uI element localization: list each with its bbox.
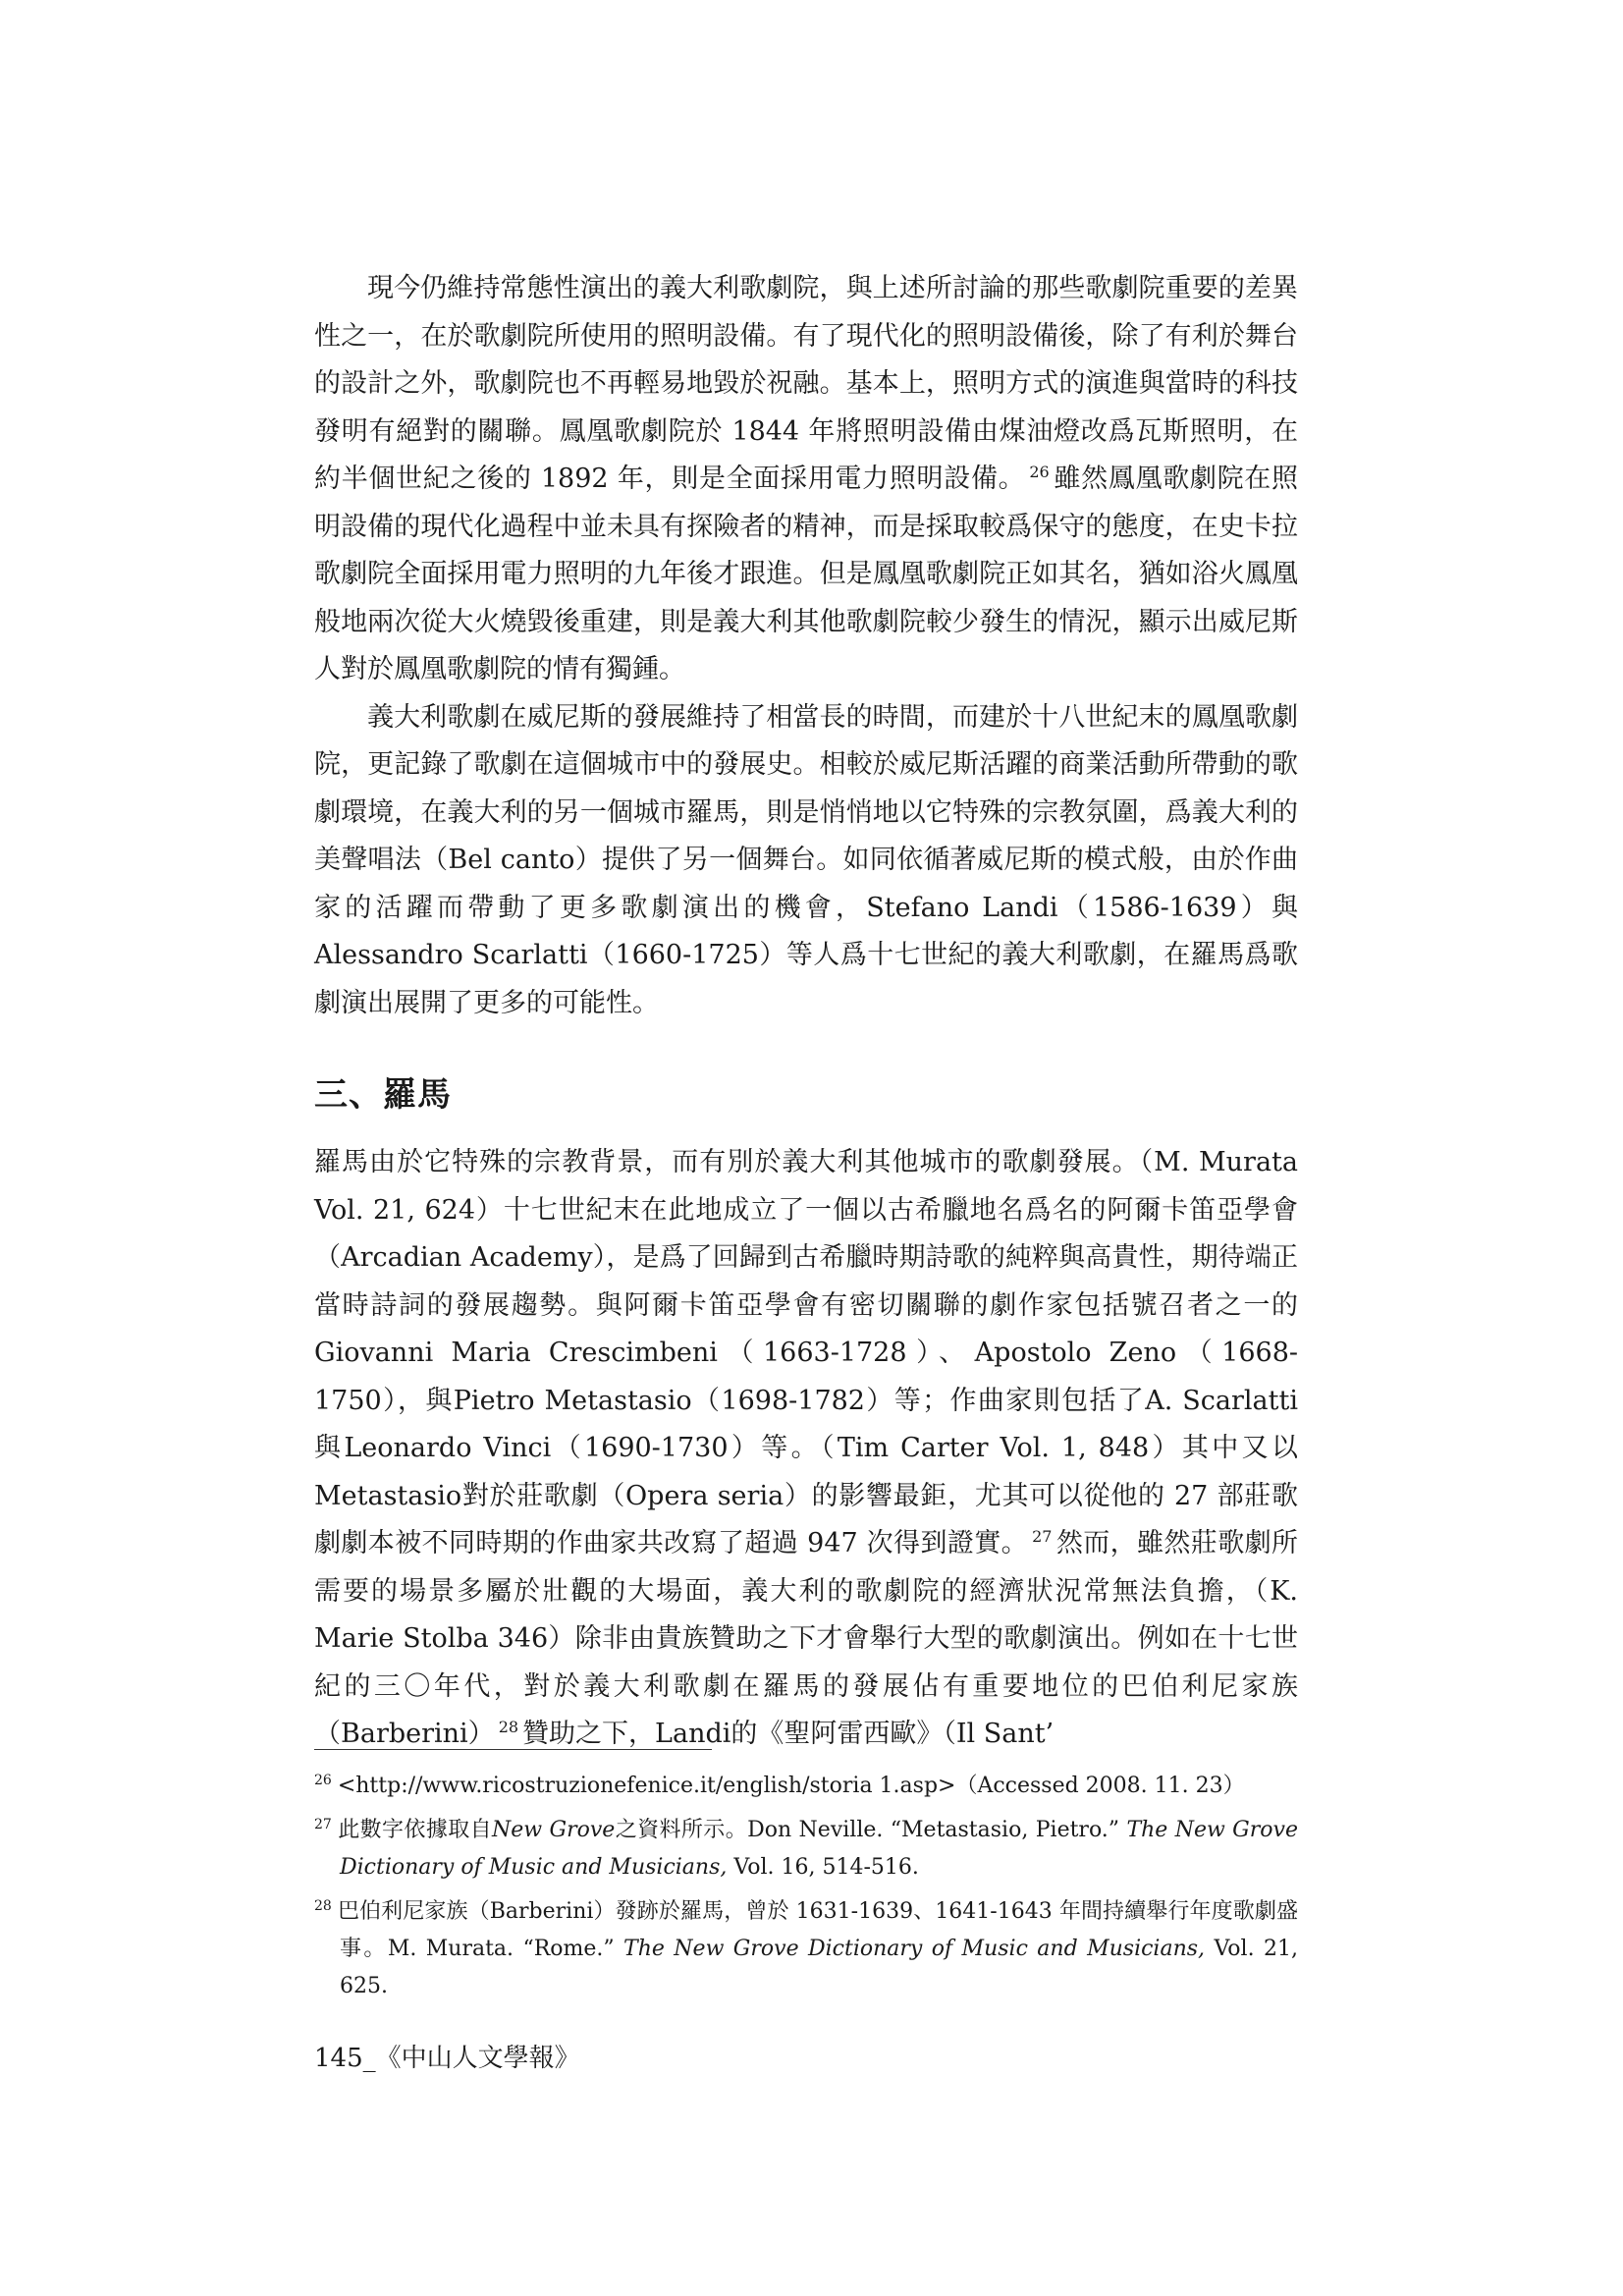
paragraph-3-text-c: 贊助之下，Landi的《聖阿雷西歐》（Il Sant’ [522,1719,1055,1749]
main-text [314,265,1298,1759]
footnote-28 [314,1893,1298,2005]
footnote-italic: New Grove [492,1818,616,1842]
footnote-text: Vol. 21, 625. [340,1937,1298,1998]
paragraph-3-text-b: 然而，雖然莊歌劇所需要的場景多屬於壯觀的大場面，義大利的歌劇院的經濟狀況常無法負擔，（K. Marie Stolba 346）除非由貴族贊助之下才會舉行大型的歌劇演出。例如在十七世紀的三〇年代，對於義大利歌劇在羅馬的發展佔有重要地位的巴伯利尼家族（Barberini） [314,1528,1299,1749]
footnote-ref-26[interactable]: 26 [1029,463,1050,481]
footnote-number: 27 [314,1816,332,1832]
paragraph-3-text-a: 羅馬由於它特殊的宗教背景，而有別於義大利其他城市的歌劇發展。（M. Murata Vol. 21, 624）十七世紀末在此地成立了一個以古希臘地名爲名的阿爾卡笛亞學會（Arcadian Academy），是爲了回歸到古希臘時期詩歌的純粹與高貴性，期待端正當時詩詞的發展趨勢。與阿爾卡笛亞學會有密切關聯的劇作家包括號召者之一的 Giovanni Maria Crescimbeni（1663-1728）、Apostolo Zeno（1668-1750），與Pietro Metastasio（1698-1782）等；作曲家則包括了A. Scarlatti與Leonardo Vinci（1690-1730）等。（Tim Carter Vol. 1, 848）其中又以Metastasio對於莊歌劇（Opera seria）的影響最鉅，尤其可以從他的 27 部莊歌劇劇本被不同時期的作曲家共改寫了超過 947 次得到證實。 [314,1147,1298,1558]
paragraph-1-text-a: 現今仍維持常態性演出的義大利歌劇院，與上述所討論的那些歌劇院重要的差異性之一，在於歌劇院所使用的照明設備。有了現代化的照明設備後，除了有利於舞台的設計之外，歌劇院也不再輕易地毀於祝融。基本上，照明方式的演進與當時的科技發明有絕對的關聯。鳳凰歌劇院於 1844 年將照明設備由煤油燈改爲瓦斯照明，在約半個世紀之後的 1892 年，則是全面採用電力照明設備。 [314,273,1298,494]
footnote-ref-27[interactable]: 27 [1032,1527,1053,1546]
footnote-number: 28 [314,1897,332,1914]
footnote-ref-28[interactable]: 28 [498,1718,519,1736]
paragraph-2-text: 義大利歌劇在威尼斯的發展維持了相當長的時間，而建於十八世紀末的鳳凰歌劇院，更記錄了歌劇在這個城市中的發展史。相較於威尼斯活躍的商業活動所帶動的歌劇環境，在義大利的另一個城市羅馬，則是悄悄地以它特殊的宗教氛圍，爲義大利的美聲唱法（Bel canto）提供了另一個舞台。如同依循著威尼斯的模式般，由於作曲家的活躍而帶動了更多歌劇演出的機會，Stefano Landi（1586-1639）與 Alessandro Scarlatti（1660-1725）等人爲十七世紀的義大利歌劇，在羅馬爲歌劇演出展開了更多的可能性。 [314,701,1298,1018]
footnote-text: 此數字依據取自 [337,1818,493,1842]
paragraph-3 [314,1139,1298,1759]
footnote-number: 26 [314,1772,332,1788]
footnote-separator [314,1749,712,1750]
footnote-text[interactable]: <http://www.ricostruzionefenice.it/english/storia 1.asp>（Accessed 2008. 11. 23） [337,1774,1245,1798]
footnote-italic: The New Grove Dictionary of Music and Musicians, [340,1818,1298,1880]
footnote-text: 之資料所示。Don Neville. “Metastasio, Pietro.” [615,1818,1127,1842]
paragraph-2 [314,694,1298,1028]
section-title: 三、羅馬 [314,1075,452,1115]
footnote-26 [314,1768,1298,1805]
footnote-text: Vol. 16, 514-516. [727,1855,919,1880]
paragraph-1 [314,265,1298,694]
page-footer: 145_《中山人文學報》 [314,2044,580,2073]
paragraph-1-text-b: 雖然鳳凰歌劇院在照明設備的現代化過程中並未具有探險者的精神，而是採取較爲保守的態度，在史卡拉歌劇院全面採用電力照明的九年後才跟進。但是鳳凰歌劇院正如其名，猶如浴火鳳凰般地兩次從大火燒毀後重建，則是義大利其他歌劇院較少發生的情況，顯示出威尼斯人對於鳳凰歌劇院的情有獨鍾。 [314,464,1298,684]
footnote-27 [314,1812,1298,1886]
footnotes [314,1768,1298,2012]
footnote-italic: The New Grove Dictionary of Music and Musicians, [623,1937,1206,1961]
footnote-text: 巴伯利尼家族（Barberini）發跡於羅馬，曾於 1631-1639、1641-1643 年間持續舉行年度歌劇盛事。M. Murata. “Rome.” [337,1899,1298,1961]
